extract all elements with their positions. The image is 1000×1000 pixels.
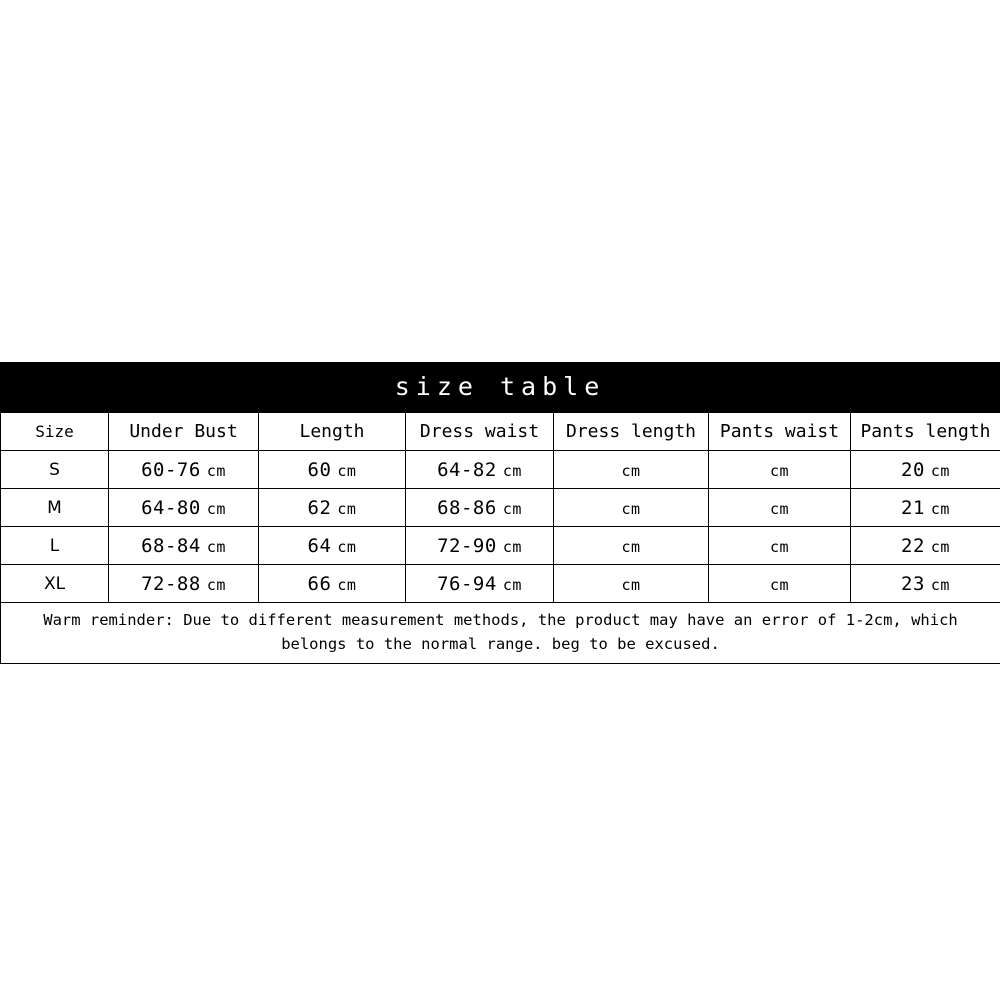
unit-label: cm bbox=[206, 461, 226, 480]
cell-size: L bbox=[1, 527, 109, 565]
table-row bbox=[1, 451, 1000, 489]
cell-under-bust bbox=[109, 489, 259, 527]
cell-pants-length bbox=[851, 565, 1000, 603]
value: 20 bbox=[901, 458, 925, 481]
cell-dress-length bbox=[554, 527, 709, 565]
cell-size: S bbox=[1, 451, 109, 489]
cell-pants-waist bbox=[709, 527, 851, 565]
unit-label: cm bbox=[206, 499, 226, 518]
cell-pants-waist bbox=[709, 451, 851, 489]
unit-label: cm bbox=[621, 537, 641, 556]
cell-pants-waist bbox=[709, 565, 851, 603]
cell-pants-length bbox=[851, 489, 1000, 527]
cell-length bbox=[259, 489, 406, 527]
cell-dress-waist bbox=[406, 489, 554, 527]
value: 62 bbox=[307, 496, 332, 519]
unit-label: cm bbox=[337, 499, 357, 518]
cell-dress-length bbox=[554, 565, 709, 603]
table-row bbox=[1, 489, 1000, 527]
unit-label: cm bbox=[621, 499, 641, 518]
unit-label: cm bbox=[337, 575, 357, 594]
table-note-row bbox=[1, 603, 1000, 664]
cell-length bbox=[259, 527, 406, 565]
value: 72-88 bbox=[141, 572, 201, 595]
warm-reminder-note: Warm reminder: Due to different measurement methods, the product may have an error of 1-2cm, which belongs to the normal range. beg to be excused. bbox=[1, 603, 1000, 664]
unit-label: cm bbox=[930, 461, 950, 480]
unit-label: cm bbox=[769, 537, 790, 556]
unit-label: cm bbox=[621, 575, 641, 594]
column-header-dress-waist: Dress waist bbox=[406, 413, 554, 451]
value: 22 bbox=[901, 534, 925, 557]
unit-label: cm bbox=[769, 499, 790, 518]
cell-dress-waist bbox=[406, 527, 554, 565]
unit-label: cm bbox=[206, 537, 226, 556]
column-header-length: Length bbox=[259, 413, 406, 451]
cell-pants-length bbox=[851, 451, 1000, 489]
value: 60 bbox=[307, 458, 332, 481]
size-table bbox=[0, 412, 1000, 664]
table-row bbox=[1, 565, 1000, 603]
cell-pants-waist bbox=[709, 489, 851, 527]
table-header-row bbox=[1, 413, 1000, 451]
column-header-pants-waist: Pants waist bbox=[709, 413, 851, 451]
value: 68-86 bbox=[437, 496, 497, 519]
unit-label: cm bbox=[930, 499, 950, 518]
cell-size: XL bbox=[1, 565, 109, 603]
value: 21 bbox=[901, 496, 925, 519]
cell-dress-length bbox=[554, 451, 709, 489]
column-header-under-bust: Under Bust bbox=[109, 413, 259, 451]
unit-label: cm bbox=[621, 461, 641, 480]
value: 68-84 bbox=[141, 534, 201, 557]
value: 60-76 bbox=[141, 458, 201, 481]
unit-label: cm bbox=[337, 537, 357, 556]
unit-label: cm bbox=[206, 575, 226, 594]
unit-label: cm bbox=[769, 575, 790, 594]
cell-pants-length bbox=[851, 527, 1000, 565]
unit-label: cm bbox=[337, 461, 357, 480]
cell-under-bust bbox=[109, 451, 259, 489]
cell-length bbox=[259, 451, 406, 489]
cell-size: M bbox=[1, 489, 109, 527]
table-row bbox=[1, 527, 1000, 565]
value: 76-94 bbox=[437, 572, 497, 595]
value: 72-90 bbox=[437, 534, 497, 557]
unit-label: cm bbox=[502, 499, 522, 518]
value: 66 bbox=[307, 572, 332, 595]
column-header-dress-length: Dress length bbox=[554, 413, 709, 451]
column-header-pants-length: Pants length bbox=[851, 413, 1000, 451]
column-header-size: Size bbox=[1, 413, 109, 451]
cell-dress-waist bbox=[406, 565, 554, 603]
unit-label: cm bbox=[769, 461, 790, 480]
cell-dress-waist bbox=[406, 451, 554, 489]
size-table-block bbox=[0, 362, 1000, 664]
unit-label: cm bbox=[502, 537, 522, 556]
value: 64-80 bbox=[141, 496, 201, 519]
unit-label: cm bbox=[930, 575, 950, 594]
cell-under-bust bbox=[109, 527, 259, 565]
cell-length bbox=[259, 565, 406, 603]
cell-dress-length bbox=[554, 489, 709, 527]
unit-label: cm bbox=[502, 575, 522, 594]
value: 23 bbox=[901, 572, 925, 595]
value: 64 bbox=[307, 534, 332, 557]
unit-label: cm bbox=[930, 537, 950, 556]
unit-label: cm bbox=[502, 461, 522, 480]
size-table-title: size table bbox=[394, 372, 606, 401]
cell-under-bust bbox=[109, 565, 259, 603]
value: 64-82 bbox=[437, 458, 497, 481]
